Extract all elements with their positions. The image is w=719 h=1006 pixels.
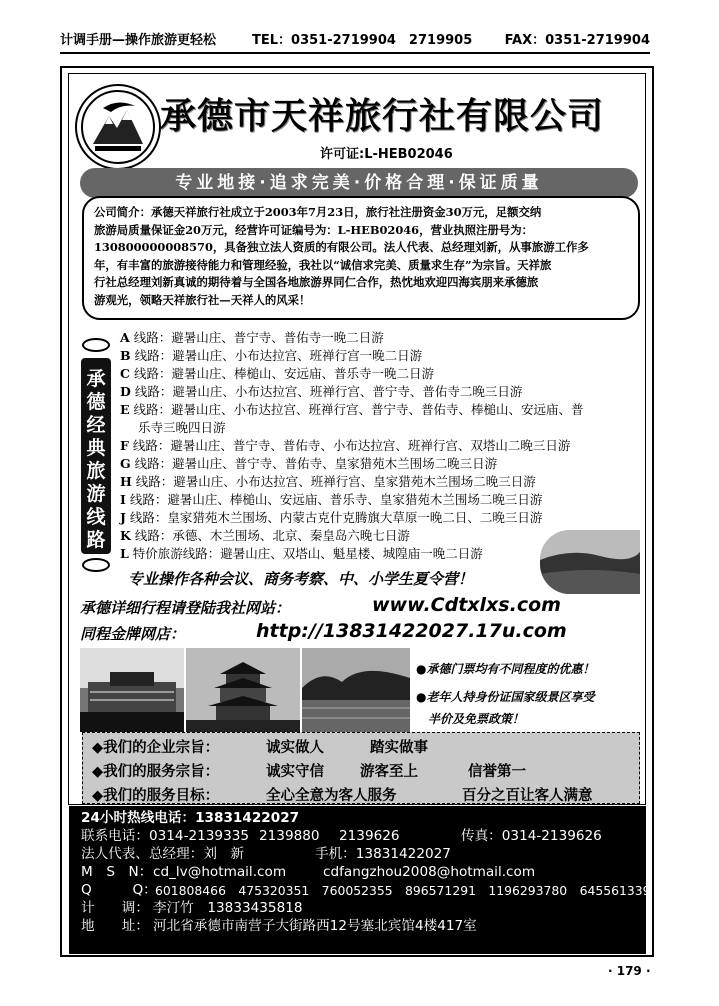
vertical-title-char: 路 — [86, 529, 106, 551]
perk-item: ●承德门票均有不同程度的优惠！ — [416, 662, 595, 676]
pavilion-photo — [186, 648, 300, 732]
perk-item: ●老年人持身份证国家级景区享受 — [416, 690, 595, 704]
perk-item: 半价及免票政策！ — [416, 712, 525, 726]
website-link[interactable]: www.Cdtxlxs.com — [372, 594, 561, 616]
route-item: G 线路：避暑山庄、普宁寺、普佑寺、皇家猎苑木兰围场二晚三日游 — [120, 456, 498, 471]
header-slogan: 计调手册—操作旅游更轻松 — [60, 33, 217, 48]
mission-row: ◆我们的企业宗旨： 诚实做人 踏实做事 — [92, 740, 428, 756]
route-item: J 线路：皇家猎苑木兰围场、内蒙古克什克腾旗大草原一晚二日、二晚三日游 — [120, 510, 543, 525]
mission-row: ◆我们的服务宗旨： 诚实守信 游客至上 信誉第一 — [92, 764, 526, 780]
intro-line: 游观光，领略天祥旅行社—天祥人的风采！ — [94, 292, 311, 307]
grassland-photo — [540, 530, 640, 594]
route-item: L 特价旅游线路：避暑山庄、双塔山、魁星楼、城隍庙一晚二日游 — [120, 546, 483, 561]
vertical-title-char: 德 — [86, 391, 106, 413]
vertical-title-char: 旅 — [86, 460, 106, 482]
page-number: · 179 · — [608, 964, 651, 978]
route-item-continued: 乐寺三晚四日游 — [138, 420, 226, 435]
vertical-title-char: 承 — [86, 368, 106, 390]
intro-line: 130800000008570，具备独立法人资质的有限公司。法人代表、总经理刘新，从事旅游工作多 — [94, 240, 589, 255]
vertical-title-char: 游 — [86, 483, 106, 505]
ornament-icon — [82, 338, 110, 352]
header-tel: TEL：0351-2719904 2719905 — [252, 33, 473, 48]
route-item: I 线路：避暑山庄、棒槌山、安远庙、普乐寺、皇家猎苑木兰围场二晚三日游 — [120, 492, 543, 507]
route-item: F 线路：避暑山庄、普宁寺、普佑寺、小布达拉宫、班禅行宫、双塔山二晚三日游 — [120, 438, 571, 453]
route-item: H 线路：避暑山庄、小布达拉宫、班禅行宫、皇家猎苑木兰围场二晚三日游 — [120, 474, 536, 489]
route-item: D 线路：避暑山庄、小布达拉宫、班禅行宫、普宁寺、普佑寺二晚三日游 — [120, 384, 523, 399]
shop-label: 同程金牌网店： — [80, 625, 186, 643]
lake-photo — [302, 648, 410, 732]
route-item: K 线路：承德、木兰围场、北京、秦皇岛六晚七日游 — [120, 528, 410, 543]
slogan-banner: 专业地接·追求完美·价格合理·保证质量 — [80, 168, 638, 198]
header-fax: FAX：0351-2719904 — [504, 33, 650, 48]
page-header — [60, 30, 650, 54]
shop-link[interactable]: http://13831422027.17u.com — [256, 620, 567, 642]
ornament-icon — [82, 558, 110, 572]
contact-panel: 24小时热线电话：13831422027 联系电话：0314-2139335 2139880 2139626 传真：0314-2139626 法人代表、总经理：刘 新 手机：13831422027 M S N： cd_lv@hotmail.com cdfangzhou2008@hotmail.com Q Q： 601808466 475320351 760052355 896571291 1196293780 645561339 计 调： 李汀竹 13833435818 地 址： 河北省承德市南营子大街路西12号塞北宾馆4楼417室 — [69, 806, 646, 954]
company-intro — [82, 196, 640, 320]
intro-line: 旅游局质量保证金20万元，经营许可证编号为：L-HEB02046，营业执照注册号为： — [94, 222, 534, 237]
route-item: C 线路：避暑山庄、棒槌山、安远庙、普乐寺一晚二日游 — [120, 366, 434, 381]
license-number: 许可证:L-HEB02046 — [320, 147, 453, 162]
mission-row: ◆我们的服务目标： 全心全意为客人服务 百分之百让客人满意 — [92, 788, 593, 804]
vertical-title-char: 线 — [86, 506, 106, 528]
website-label: 承德详细行程请登陆我社网站： — [80, 599, 291, 617]
promo-text: 专业操作各种会议、商务考察、中、小学生夏令营！ — [128, 570, 474, 588]
route-item: E 线路：避暑山庄、小布达拉宫、班禅行宫、普宁寺、普佑寺、棒槌山、安远庙、普 — [120, 402, 584, 417]
intro-line: 年，有丰富的旅游接待能力和管理经验，我社以“诚信求完美、质量求生存”为宗旨。天祥旅 — [94, 257, 552, 272]
company-name: 承德市天祥旅行社有限公司 — [160, 95, 605, 137]
palace-photo — [80, 648, 184, 732]
mountain-eagle-logo-icon — [75, 84, 161, 170]
route-item: A 线路：避暑山庄、普宁寺、普佑寺一晚二日游 — [120, 330, 384, 345]
vertical-title-char: 经 — [86, 414, 106, 436]
route-item: B 线路：避暑山庄、小布达拉宫、班禅行宫一晚二日游 — [120, 348, 423, 363]
intro-label: 公司简介： — [94, 205, 151, 219]
routes-vertical-title — [76, 338, 116, 574]
vertical-title-char: 典 — [86, 437, 106, 459]
hotline: 24小时热线电话：13831422027 — [81, 810, 300, 826]
intro-line: 公司简介：承德天祥旅行社成立于2003年7月23日，旅行社注册资金30万元，足额交纳 — [94, 205, 542, 219]
intro-line: 行社总经理刘新真诚的期待着与全国各地旅游界同仁合作，热忱地欢迎四海宾朋来承德旅 — [94, 275, 539, 290]
intro-text — [94, 204, 628, 310]
